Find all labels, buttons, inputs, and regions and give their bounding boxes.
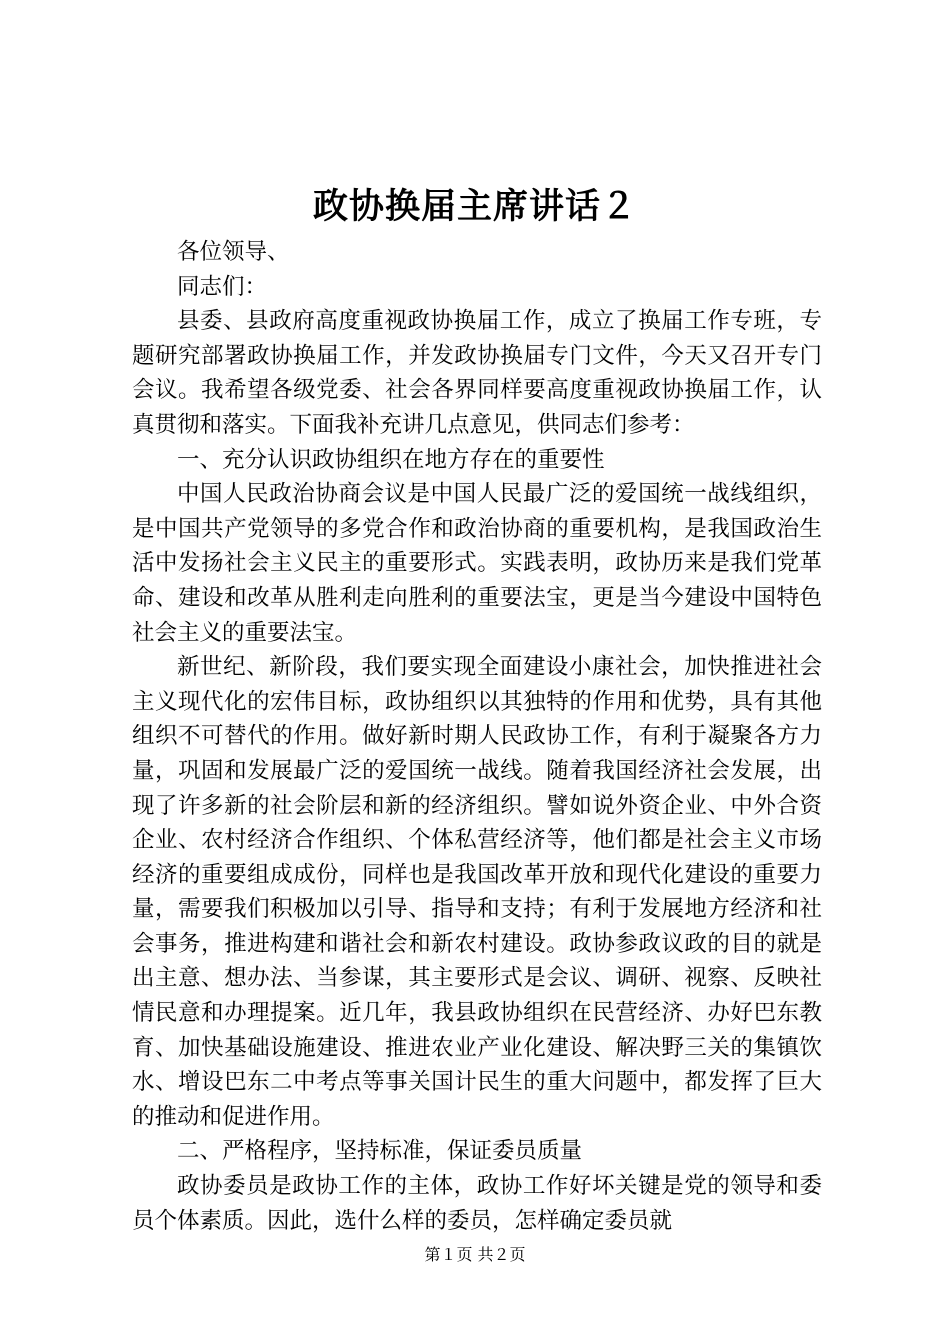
paragraph-new-era: 新世纪、新阶段，我们要实现全面建设小康社会，加快推进社会主义现代化的宏伟目标，政协组织以其独特的作用和优势，具有其他组织不可替代的作用。做好新时期人民政协工作，有利于凝聚各方力量，巩固和发展最广泛的爱国统一战线。随着我国经济社会发展，出现了许多新的社会阶层和新的经济组织。譬如说外资企业、中外合资企业、农村经济合作组织、个体私营经济等，他们都是社会主义市场经济的重要组成成份，同样也是我国改革开放和现代化建设的重要力量，需要我们积极加以引导、指导和支持；有利于发展地方经济和社会事务，推进构建和谐社会和新农村建设。政协参政议政的目的就是出主意、想办法、当参谋，其主要形式是会议、调研、视察、反映社情民意和办理提案。近几年，我县政协组织在民营经济、办好巴东教育、加快基础设施建设、推进农业产业化建设、解决野三关的集镇饮水、增设巴东二中考点等事关国计民生的重大问题中，都发挥了巨大的推动和促进作用。 [132, 654, 822, 1130]
page-number-footer: 第１页 共２页 [424, 1245, 526, 1264]
document-body [132, 235, 822, 1238]
section-heading-2: 二、严格程序，坚持标准，保证委员质量 [177, 1138, 583, 1165]
greeting-leaders: 各位领导、 [177, 239, 290, 265]
greeting-comrades: 同志们： [177, 273, 268, 300]
paragraph-cppcc-role: 中国人民政治协商会议是中国人民最广泛的爱国统一战线组织，是中国共产党领导的多党合作和政治协商的重要机构，是我国政治生活中发扬社会主义民主的重要形式。实践表明，政协历来是我们党革命、建设和改革从胜利走向胜利的重要法宝，更是当今建设中国特色社会主义的重要法宝。 [132, 481, 822, 646]
paragraph-intro: 县委、县政府高度重视政协换届工作，成立了换届工作专班，专题研究部署政协换届工作，并发政协换届专门文件，今天又召开专门会议。我希望各级党委、社会各界同样要高度重视政协换届工作，认真贯彻和落实。下面我补充讲几点意见，供同志们参考： [132, 308, 822, 438]
section-heading-1: 一、充分认识政协组织在地方存在的重要性 [177, 446, 605, 473]
paragraph-members: 政协委员是政协工作的主体，政协工作好坏关键是党的领导和委员个体素质。因此，选什么样的委员，怎样确定委员就 [132, 1173, 822, 1234]
document-title: 政协换届主席讲话２ [312, 186, 637, 227]
